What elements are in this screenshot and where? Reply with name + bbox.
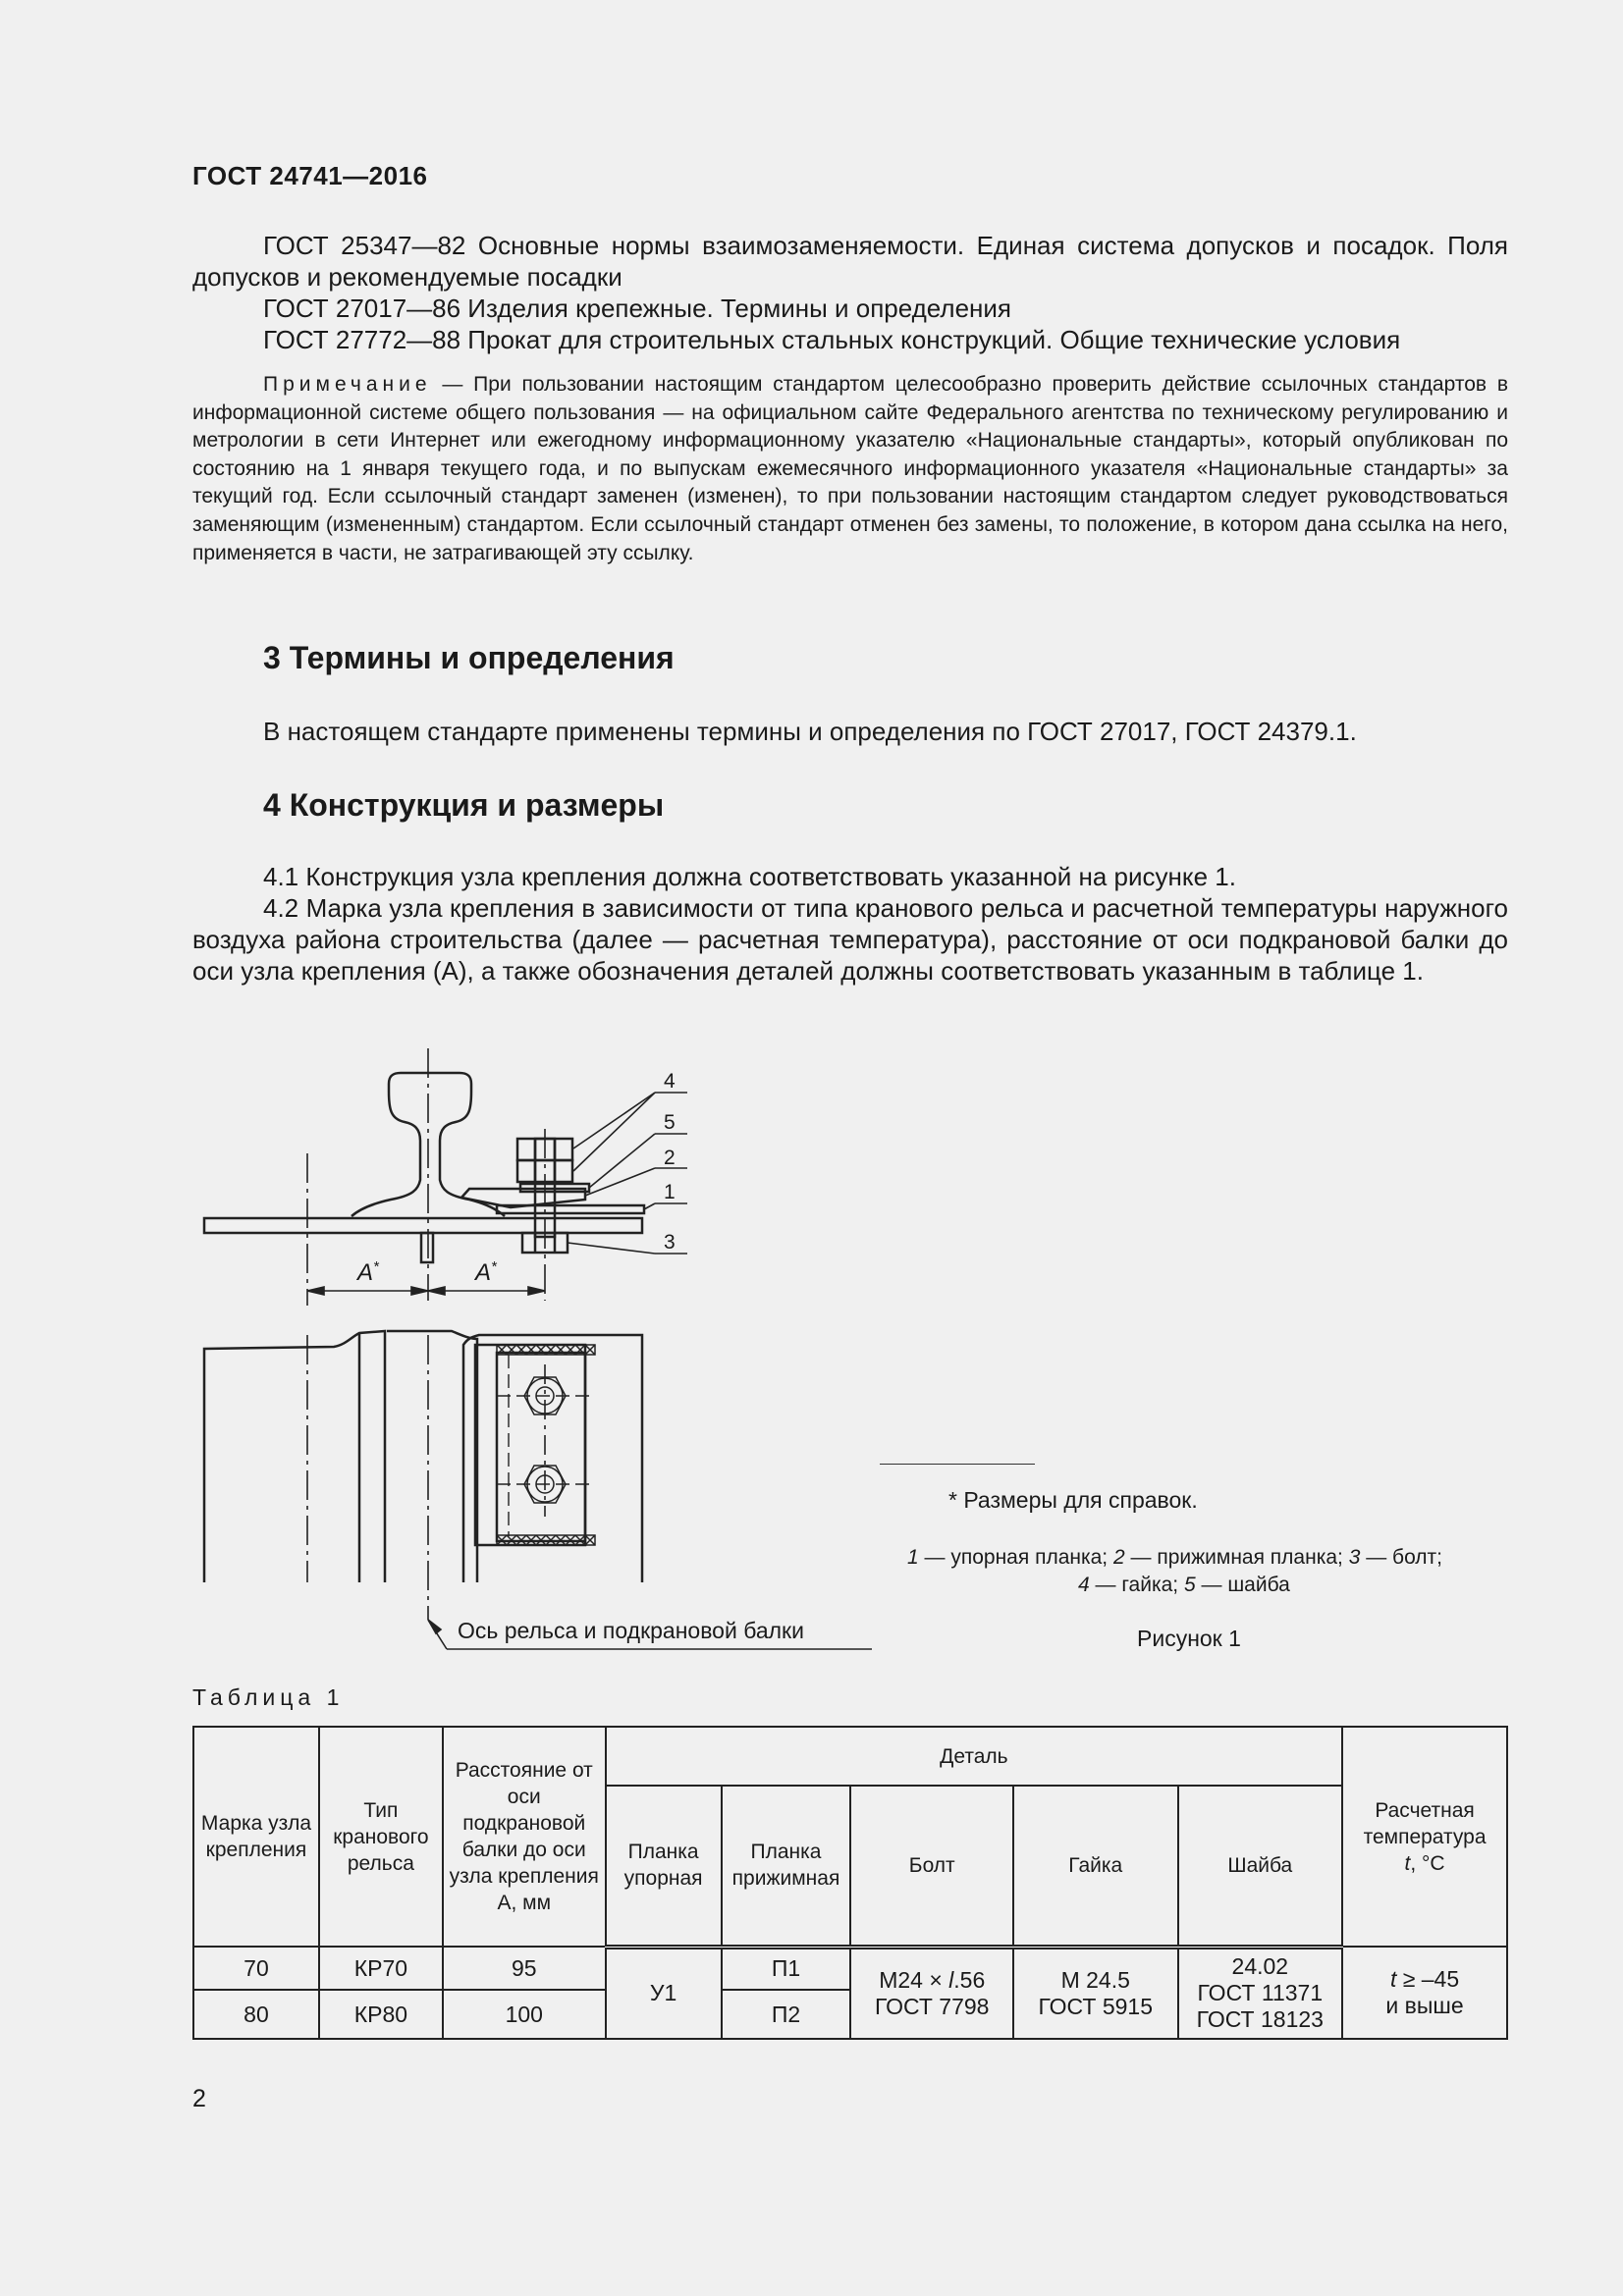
legend-line-1: 1 — упорная планка; 2 — прижимная планка; 3 — болт; [907, 1546, 1443, 1569]
cell-stop-plate: У1 [606, 1947, 722, 2039]
footnote-rule [880, 1464, 1035, 1465]
cell-temperature: t ≥ –45 и выше [1342, 1947, 1507, 2039]
dimension-label-left: A* [357, 1258, 379, 1286]
dimension-label-right: A* [475, 1258, 497, 1286]
header-detail: Деталь [606, 1727, 1342, 1786]
section-3-heading: 3 Термины и определения [263, 640, 675, 675]
base-plate [204, 1218, 642, 1233]
cell-rail: КР80 [319, 1990, 443, 2039]
plan-clamp-plate [497, 1353, 585, 1541]
paragraph-4-2: 4.2 Марка узла крепления в зависимости от типа кранового рельса и расчетной температуры наружного воздуха района строительства (далее — расчетная температура), расстояние от оси подкрановой балки до оси узла крепления (А), а также обозначения деталей должны соответствовать указанным в таблице 1. [192, 893, 1508, 986]
section-3-text: В настоящем стандарте применены термины и определения по ГОСТ 27017, ГОСТ 24379.1. [263, 717, 1357, 746]
header-washer: Шайба [1178, 1786, 1343, 1947]
callout-4: 4 [664, 1070, 676, 1093]
cell-clamp-plate: П1 [722, 1947, 851, 1990]
header-clamp-plate: Планка прижимная [722, 1786, 851, 1947]
cell-washer: 24.02 ГОСТ 11371 ГОСТ 18123 [1178, 1947, 1343, 2039]
axis-label: Ось рельса и подкрановой балки [458, 1618, 804, 1643]
footnote-text: * Размеры для справок. [948, 1487, 1198, 1513]
header-stop-plate: Планка упорная [606, 1786, 722, 1947]
cell-nut: М 24.5 ГОСТ 5915 [1013, 1947, 1178, 2039]
cell-clamp-plate: П2 [722, 1990, 851, 2039]
plan-beam-left [204, 1331, 385, 1582]
header-rail: Тип кранового рельса [319, 1727, 443, 1947]
legend-line-2: 4 — гайка; 5 — шайба [1078, 1574, 1290, 1596]
table-1 [192, 1726, 1508, 2040]
header-temperature: Расчетная температура t, °С [1342, 1727, 1507, 1947]
note-text: — При пользовании настоящим стандартом целесообразно проверить действие ссылочных стандартов в информационной системе общего пользования — на официальном сайте Федерального агентства по техническому регулированию и метрологии в сети Интернет или ежегодному информационному указателю «Национальные стандарты», который опубликован по состоянию на 1 января текущего года, и по выпускам ежемесячного информационного указателя «Национальные стандарты» за текущий год. Если ссылочный стандарт заменен (изменен), то при пользовании настоящим стандартом следует руководствоваться заменяющим (измененным) стандартом. Если ссылочный стандарт отменен без замены, то положение, в котором дана ссылка на него, применяется в части, не затрагивающей эту ссылку. [192, 373, 1508, 564]
cell-rail: КР70 [319, 1947, 443, 1990]
document-header: ГОСТ 24741—2016 [192, 161, 428, 190]
header-mark: Марка узла крепления [193, 1727, 319, 1947]
callout-2: 2 [664, 1147, 676, 1169]
cell-mark: 80 [193, 1990, 319, 2039]
table-row [193, 1947, 1507, 1990]
callout-1: 1 [664, 1181, 676, 1203]
callout-3: 3 [664, 1231, 676, 1254]
cell-distance: 100 [443, 1990, 606, 2039]
reference-gost-25347: ГОСТ 25347—82 Основные нормы взаимозаменяемости. Единая система допусков и посадок. Поля допусков и рекомендуемые посадки [192, 231, 1508, 292]
header-bolt: Болт [850, 1786, 1013, 1947]
cell-bolt: М24 × l.56 ГОСТ 7798 [850, 1947, 1013, 2039]
reference-gost-27772: ГОСТ 27772—88 Прокат для строительных стальных конструкций. Общие технические условия [263, 325, 1401, 354]
page-number: 2 [192, 2085, 206, 2112]
note-label: Примечание [263, 373, 432, 396]
header-nut: Гайка [1013, 1786, 1178, 1947]
paragraph-4-1: 4.1 Конструкция узла крепления должна соответствовать указанной на рисунке 1. [263, 862, 1236, 891]
cell-mark: 70 [193, 1947, 319, 1990]
reference-gost-27017: ГОСТ 27017—86 Изделия крепежные. Термины и определения [263, 294, 1011, 323]
cell-distance: 95 [443, 1947, 606, 1990]
figure-caption: Рисунок 1 [1137, 1626, 1241, 1651]
header-distance: Расстояние от оси подкрановой балки до оси узла крепления А, мм [443, 1727, 606, 1947]
plan-stop-plate [475, 1345, 585, 1545]
stop-plate [497, 1205, 644, 1213]
section-4-heading: 4 Конструкция и размеры [263, 787, 665, 823]
table-title: Таблица 1 [192, 1684, 345, 1710]
callout-5: 5 [664, 1111, 676, 1134]
